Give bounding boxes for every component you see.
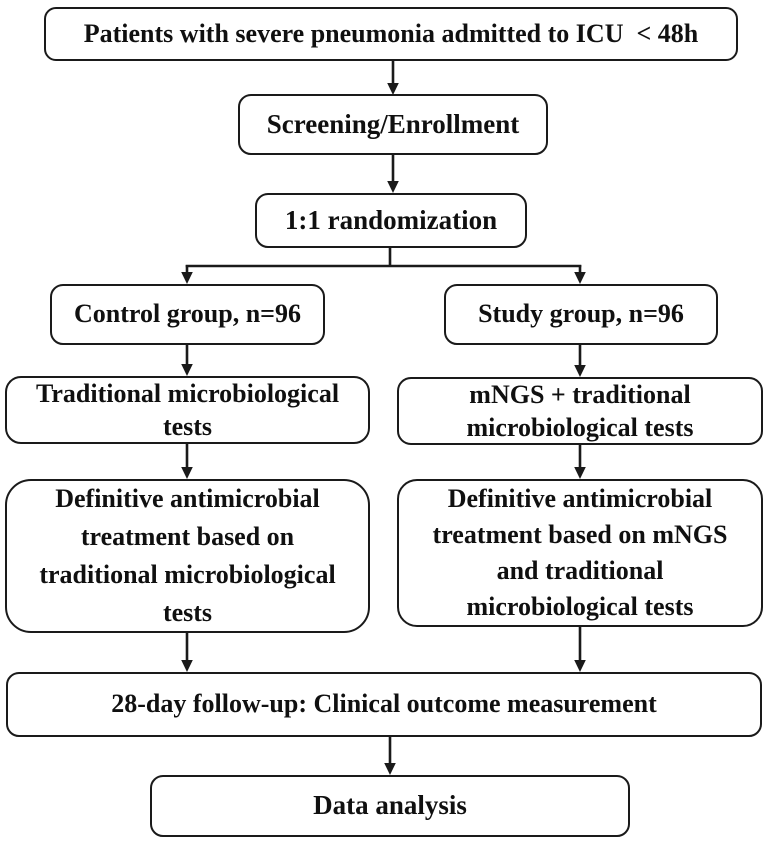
arrow-branch-to-control	[181, 265, 193, 284]
arrow-followup-to-data-analysis	[384, 737, 396, 775]
node-study-group	[444, 284, 718, 345]
arrow-patients-to-screening	[387, 61, 399, 95]
node-control-group	[50, 284, 325, 345]
arrow-control-to-traditional	[181, 345, 193, 376]
node-traditional-tests-line: Traditional microbiological	[35, 379, 340, 408]
node-mngs-tests	[397, 377, 763, 445]
node-screening	[238, 94, 548, 155]
arrow-def-left-to-followup	[181, 633, 193, 672]
arrow-def-right-to-followup	[574, 627, 586, 672]
branch-connector	[186, 248, 582, 267]
node-followup	[6, 672, 762, 737]
arrow-traditional-to-def-left	[181, 444, 193, 479]
node-definitive-treatment-left	[5, 479, 370, 633]
arrow-study-to-mngs	[574, 345, 586, 377]
node-mngs-tests-line: microbiological tests	[466, 413, 694, 442]
node-definitive-treatment-left-line: treatment based on	[80, 522, 295, 551]
arrow-screening-to-randomization	[387, 155, 399, 193]
node-randomization-text: 1:1 randomization	[284, 204, 498, 235]
node-definitive-treatment-right-line: microbiological tests	[466, 592, 694, 621]
node-definitive-treatment-right	[397, 479, 763, 627]
node-mngs-tests-line: mNGS + traditional	[469, 380, 691, 409]
node-definitive-treatment-right-line: Definitive antimicrobial	[447, 484, 713, 513]
node-definitive-treatment-left-line: Definitive antimicrobial	[55, 484, 320, 513]
node-traditional-tests	[5, 376, 370, 444]
node-screening-text: Screening/Enrollment	[266, 108, 520, 139]
arrow-mngs-to-def-right	[574, 445, 586, 479]
node-patients-text: Patients with severe pneumonia admitted to ICU < 48h	[83, 18, 699, 48]
node-definitive-treatment-right-line: and traditional	[496, 556, 664, 585]
arrow-branch-to-study	[574, 265, 586, 284]
node-patients	[44, 7, 738, 61]
node-traditional-tests-line: tests	[162, 412, 213, 441]
node-randomization	[255, 193, 527, 248]
node-definitive-treatment-right-line: treatment based on mNGS	[432, 520, 728, 549]
node-followup-text: 28-day follow-up: Clinical outcome measurement	[111, 689, 657, 719]
node-study-group-text: Study group, n=96	[478, 299, 684, 329]
node-control-group-text: Control group, n=96	[74, 299, 301, 329]
node-data-analysis-text: Data analysis	[313, 790, 467, 821]
node-definitive-treatment-left-line: tests	[162, 598, 213, 627]
node-data-analysis	[150, 775, 630, 837]
node-definitive-treatment-left-line: traditional microbiological	[39, 560, 336, 589]
